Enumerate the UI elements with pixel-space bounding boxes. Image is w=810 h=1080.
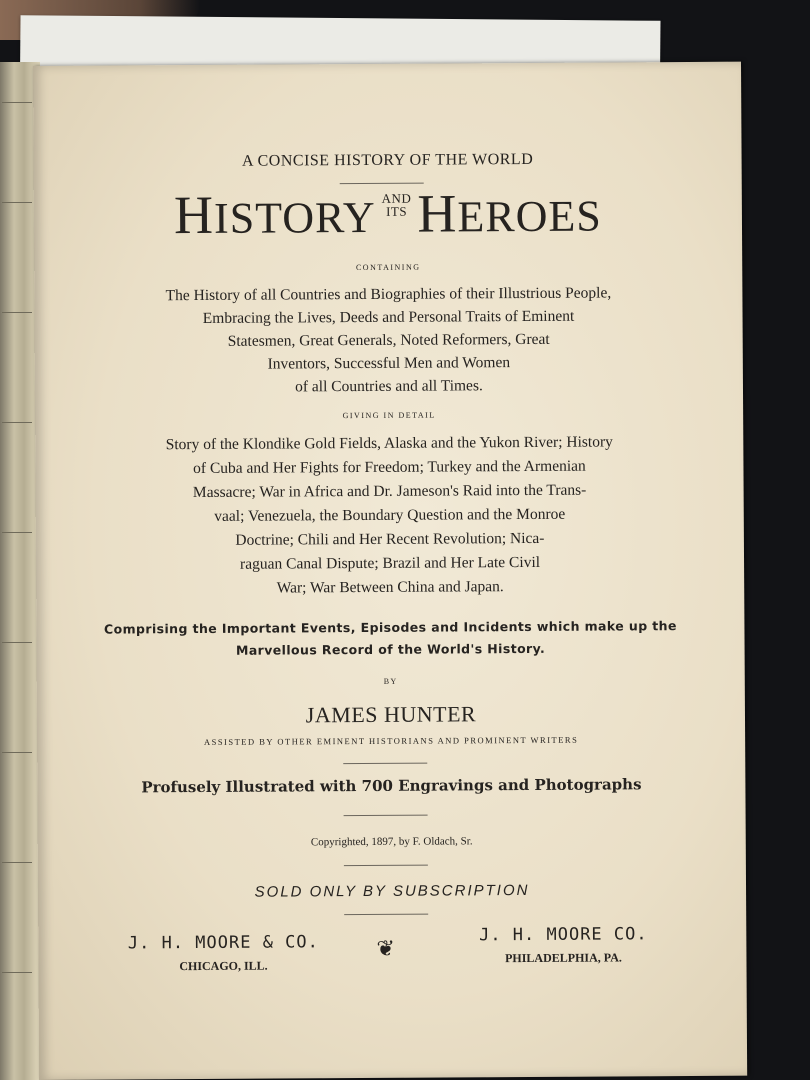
- title-word-2: EROES: [457, 191, 602, 242]
- book-title: [34, 182, 742, 250]
- author-name: JAMES HUNTER: [305, 701, 477, 728]
- title-connector-bottom: ITS: [386, 203, 408, 219]
- detail-line-1: Story of the Klondike Gold Fields, Alaska and the Yukon River; History: [165, 433, 613, 454]
- kicker-text: A CONCISE HISTORY OF THE WORLD: [241, 150, 534, 170]
- divider-rule: [343, 763, 427, 765]
- divider-rule: [344, 815, 428, 817]
- title-initial-1: H: [173, 184, 215, 246]
- copyright-line: Copyrighted, 1897, by F. Oldach, Sr.: [310, 835, 473, 849]
- detail-line-6: raguan Canal Dispute; Brazil and Her Late Civil: [239, 553, 541, 573]
- detail-line-2: of Cuba and Her Fights for Freedom; Turkey and the Armenian: [193, 457, 586, 478]
- sold-by-subscription: SOLD ONLY BY SUBSCRIPTION: [254, 881, 530, 901]
- publisher-right: [448, 924, 678, 966]
- publisher-left: [108, 932, 338, 974]
- title-page: [33, 62, 747, 1080]
- assisted-by-line: ASSISTED BY OTHER EMINENT HISTORIANS AND PROMINENT WRITERS: [203, 734, 579, 747]
- description-line-1: The History of all Countries and Biographies of their Illustrious People,: [165, 284, 612, 305]
- description-line-3: Statesmen, Great Generals, Noted Reformers, Great: [227, 330, 550, 350]
- title-initial-2: H: [417, 183, 458, 244]
- detail-line-7: War; War Between China and Japan.: [276, 578, 504, 597]
- publisher-right-city: PHILADELPHIA, PA.: [505, 950, 622, 966]
- illustrated-line: Profusely Illustrated with 700 Engravings and Photographs: [141, 775, 642, 797]
- detail-line-4: vaal; Venezuela, the Boundary Question and the Monroe: [214, 505, 566, 525]
- detail-line-3: Massacre; War in Africa and Dr. Jameson's Raid into the Trans-: [192, 481, 587, 502]
- title-connector: [382, 192, 412, 218]
- detail-line-5: Doctrine; Chili and Her Recent Revolution; Nica-: [235, 529, 545, 549]
- giving-label: GIVING IN DETAIL: [342, 410, 436, 421]
- fleuron-icon: ❦: [376, 935, 395, 961]
- description-line-2: Embracing the Lives, Deeds and Personal Traits of Eminent: [202, 307, 575, 327]
- divider-rule: [344, 914, 428, 916]
- description-line-4: Inventors, Successful Men and Women: [267, 354, 511, 373]
- title-word-1: ISTORY: [213, 192, 376, 243]
- publisher-left-name: J. H. MOORE & CO.: [127, 932, 319, 954]
- description-line-5: of all Countries and all Times.: [295, 377, 483, 396]
- by-label: BY: [383, 676, 398, 686]
- comprising-line-1: Comprising the Important Events, Episodes and Incidents which make up the: [103, 618, 677, 637]
- divider-rule: [344, 865, 428, 867]
- containing-label: CONTAINING: [355, 262, 421, 273]
- title-connector-top: AND: [381, 190, 412, 206]
- publisher-left-city: CHICAGO, ILL.: [179, 958, 268, 974]
- publisher-right-name: J. H. MOORE CO.: [478, 924, 648, 946]
- comprising-line-2: Marvellous Record of the World's History.: [235, 640, 546, 658]
